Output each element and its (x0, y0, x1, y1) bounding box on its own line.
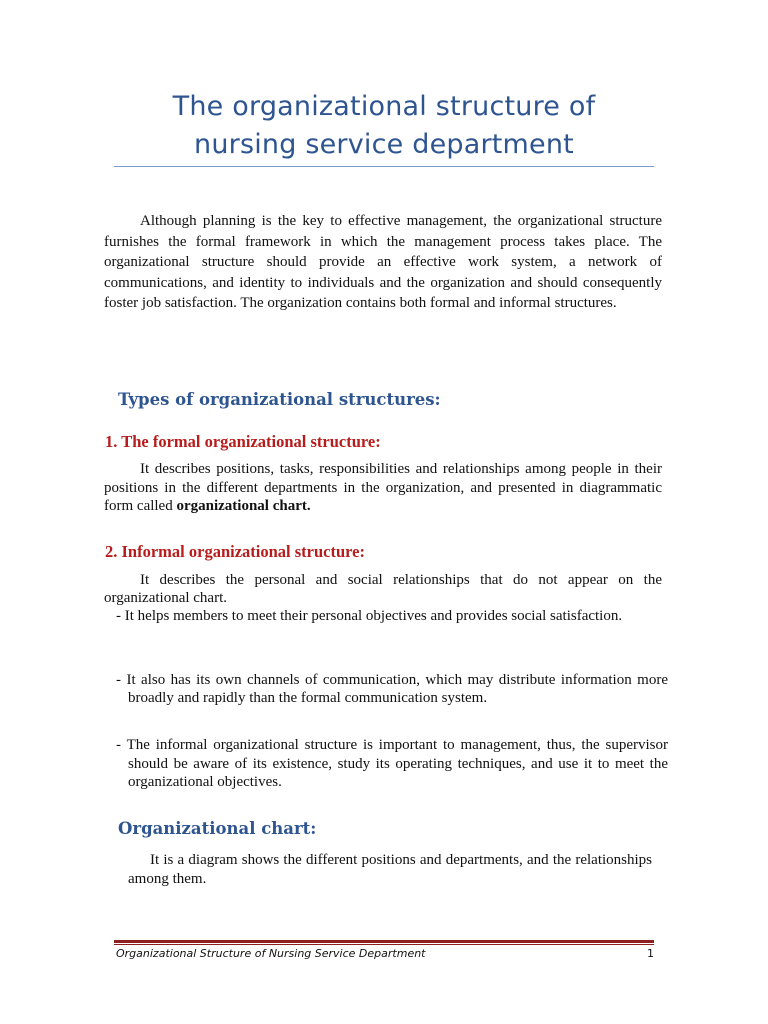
page-title-line-1: The organizational structure of (172, 91, 596, 122)
types-heading: Types of organizational structures: (118, 390, 441, 409)
page-title (0, 88, 768, 164)
footer-divider-thin (114, 944, 654, 945)
informal-bullet-3: - The informal organizational structure is important to management, thus, the supervisor should be aware of its existence, study its operating techniques, and use it to meet the organizational objectives. (116, 737, 668, 790)
informal-structure-paragraph: It describes the personal and social relationships that do not appear on the organizational chart. (104, 572, 662, 606)
intro-paragraph: Although planning is the key to effective management, the organizational structure furnishes the formal framework in which the management process takes place. The organizational structure should provide an effective work system, a network of communications, and identity to individuals and the organization and should consequently foster job satisfaction. The organization contains both formal and informal structures. (104, 213, 662, 312)
footer-divider-thick (114, 940, 654, 943)
organizational-chart-term: organizational chart. (176, 498, 311, 514)
formal-structure-text: It describes positions, tasks, responsibilities and relationships among people in their positions in the different departments in the organization, and presented in diagrammatic form called (104, 461, 662, 514)
org-chart-paragraph: It is a diagram shows the different positions and departments, and the relationships among them. (128, 852, 652, 887)
formal-structure-heading: 1. The formal organizational structure: (105, 432, 381, 451)
formal-structure-paragraph (104, 460, 662, 516)
page-number: 1 (647, 947, 654, 960)
footer-title: Organizational Structure of Nursing Service Department (116, 947, 426, 960)
informal-bullet-2: - It also has its own channels of communication, which may distribute information more broadly and rapidly than the formal communication system. (116, 672, 668, 706)
page-title-line-2: nursing service department (194, 129, 574, 160)
org-chart-heading: Organizational chart: (118, 819, 317, 838)
title-divider (114, 166, 654, 167)
informal-structure-heading: 2. Informal organizational structure: (105, 542, 365, 561)
informal-bullet-1: - It helps members to meet their personal objectives and provides social satisfaction. (116, 608, 623, 624)
